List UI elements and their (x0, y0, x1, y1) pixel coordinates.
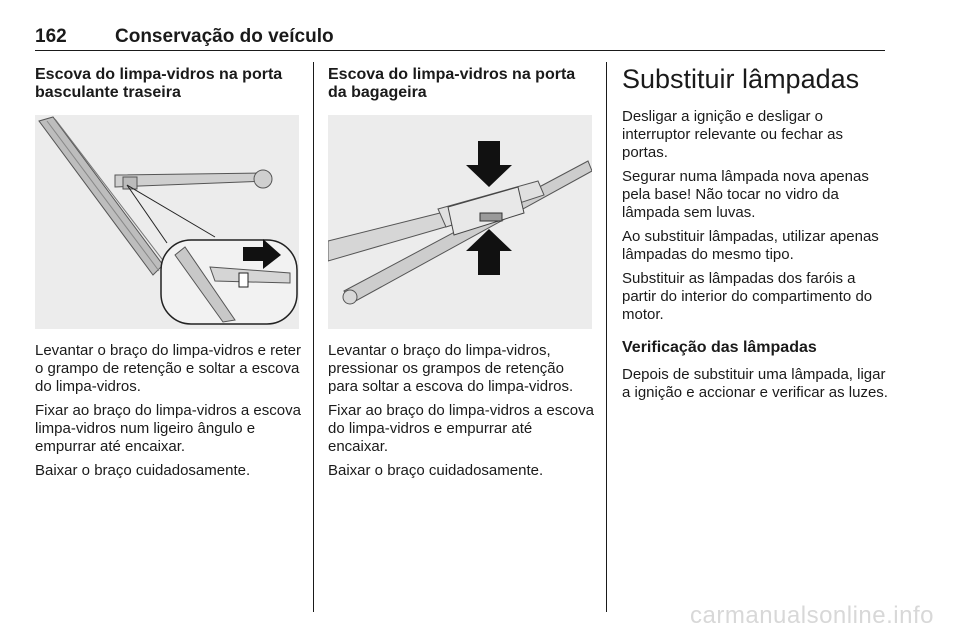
paragraph: Depois de substituir uma lâmpada, ligar a ignição e accionar e verificar as luzes. (622, 366, 888, 401)
column-divider (313, 62, 314, 612)
col1-body (35, 342, 301, 480)
paragraph: Ao substituir lâmpadas, utilizar apenas lâmpadas do mesmo tipo. (622, 228, 879, 263)
section-title: Substituir lâmpadas (622, 64, 860, 94)
paragraph: Fixar ao braço do limpa-vidros a escova limpa-vidros num ligeiro ângulo e empurrar até encaixar. (35, 402, 301, 455)
section-heading: Escova do limpa-vidros na porta da bagageira (328, 66, 576, 101)
paragraph: Baixar o braço cuidadosamente. (328, 462, 544, 479)
column-boot-door-wiper (328, 66, 594, 102)
paragraph: Levantar o braço do limpa-vidros e reter o grampo de retenção e soltar a escova do limpa-vidros. (35, 342, 301, 395)
page-header (35, 2, 885, 51)
column-divider (606, 62, 607, 612)
page-title: Conservação do veículo (115, 26, 334, 47)
paragraph: Desligar a ignição e desligar o interruptor relevante ou fechar as portas. (622, 108, 843, 161)
column-rear-tailgate-wiper (35, 66, 301, 102)
subsection-heading: Verificação das lâmpadas (622, 339, 817, 356)
paragraph: Baixar o braço cuidadosamente. (35, 462, 251, 479)
section-heading: Escova do limpa-vidros na porta basculante traseira (35, 66, 283, 101)
page-number: 162 (35, 26, 67, 47)
boot-wiper-illustration (328, 115, 592, 329)
watermark: carmanualsonline.info (690, 602, 934, 629)
paragraph: Segurar numa lâmpada nova apenas pela base! Não tocar no vidro da lâmpada sem luvas. (622, 168, 869, 221)
column-replace-bulbs (622, 64, 890, 402)
rear-wiper-illustration (35, 115, 299, 329)
col2-body (328, 342, 594, 480)
paragraph: Fixar ao braço do limpa-vidros a escova do limpa-vidros e empurrar até encaixar. (328, 402, 594, 455)
paragraph: Substituir as lâmpadas dos faróis a partir do interior do compartimento do motor. (622, 270, 873, 323)
paragraph: Levantar o braço do limpa-vidros, pressionar os grampos de retenção para soltar a escova do limpa-vidros. (328, 342, 574, 395)
